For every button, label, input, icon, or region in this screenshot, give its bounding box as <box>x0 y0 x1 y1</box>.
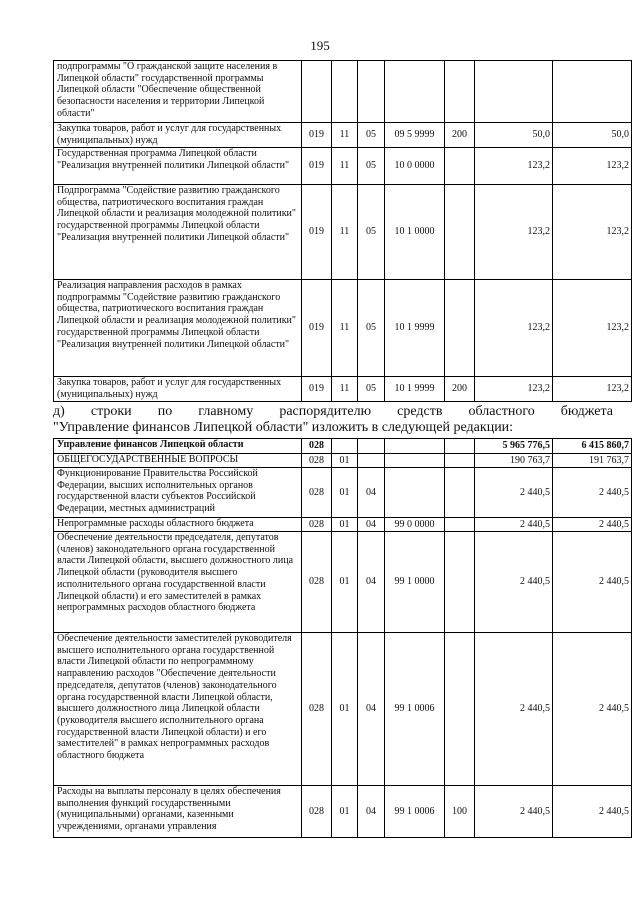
expense-code <box>445 148 475 185</box>
subsection-code: 05 <box>358 148 385 185</box>
section-code: 11 <box>332 280 358 377</box>
sum-year-1 <box>475 61 553 123</box>
admin-code: 028 <box>302 454 332 468</box>
section-code: 11 <box>332 123 358 148</box>
section-code <box>332 61 358 123</box>
target-code: 10 1 9999 <box>385 377 445 402</box>
sum-year-2: 191 763,7 <box>553 454 632 468</box>
budget-table-top <box>53 60 632 402</box>
sum-year-2: 50,0 <box>553 123 632 148</box>
amendment-paragraph <box>53 404 613 436</box>
section-code: 01 <box>332 633 358 786</box>
target-code: 09 5 9999 <box>385 123 445 148</box>
section-code: 11 <box>332 377 358 402</box>
admin-code: 028 <box>302 532 332 633</box>
subsection-code: 05 <box>358 185 385 280</box>
sum-year-2: 123,2 <box>553 280 632 377</box>
subsection-code <box>358 454 385 468</box>
row-name: Непрограммные расходы областного бюджета <box>54 518 302 532</box>
admin-code: 028 <box>302 786 332 838</box>
expense-code <box>445 439 475 454</box>
sum-year-2: 2 440,5 <box>553 532 632 633</box>
table-row <box>54 377 632 402</box>
row-name: Реализация направления расходов в рамках подпрограммы "Содействие развитию гражданского общества, патриотического воспитания граждан Липецкой области и реализация молодежной политики" государственной программы Липецкой области "Реализация внутренней политики Липецкой области" <box>54 280 302 377</box>
admin-code: 019 <box>302 123 332 148</box>
target-code: 10 1 0000 <box>385 185 445 280</box>
subsection-code: 05 <box>358 123 385 148</box>
section-code: 11 <box>332 148 358 185</box>
sum-year-1: 2 440,5 <box>475 532 553 633</box>
table-row <box>54 468 632 518</box>
subsection-code: 05 <box>358 280 385 377</box>
target-code <box>385 61 445 123</box>
admin-code: 028 <box>302 439 332 454</box>
section-code: 01 <box>332 532 358 633</box>
expense-code <box>445 633 475 786</box>
section-code: 01 <box>332 468 358 518</box>
subsection-code <box>358 439 385 454</box>
target-code: 10 0 0000 <box>385 148 445 185</box>
sum-year-2: 123,2 <box>553 148 632 185</box>
budget-table-bottom <box>53 438 632 838</box>
admin-code: 019 <box>302 280 332 377</box>
target-code <box>385 468 445 518</box>
row-name: Обеспечение деятельности заместителей руководителя высшего исполнительного органа государственной власти Липецкой области по непрограммному направлению расходов "Обеспечение деятельности председателя, депутатов (членов) законодательного органа государственной власти Липецкой области, высшего должностного лица Липецкой области (руководителя высшего исполнительного органа государственной власти Липецкой области) и его заместителей" в рамках непрограммных расходов областного бюджета <box>54 633 302 786</box>
sum-year-1: 2 440,5 <box>475 468 553 518</box>
admin-code: 028 <box>302 518 332 532</box>
target-code: 10 1 9999 <box>385 280 445 377</box>
sum-year-2: 123,2 <box>553 377 632 402</box>
expense-code <box>445 61 475 123</box>
sum-year-2: 2 440,5 <box>553 633 632 786</box>
subsection-code: 04 <box>358 532 385 633</box>
sum-year-2: 6 415 860,7 <box>553 439 632 454</box>
section-code <box>332 439 358 454</box>
target-code: 99 1 0006 <box>385 786 445 838</box>
row-name: Управление финансов Липецкой области <box>54 439 302 454</box>
sum-year-1: 123,2 <box>475 280 553 377</box>
row-name: Функционирование Правительства Российской Федерации, высших исполнительных органов государственной власти субъектов Российской Федерации, местных администраций <box>54 468 302 518</box>
target-code <box>385 454 445 468</box>
table-row <box>54 185 632 280</box>
table-row <box>54 280 632 377</box>
row-name: Закупка товаров, работ и услуг для государственных (муниципальных) нужд <box>54 377 302 402</box>
expense-code <box>445 185 475 280</box>
table-row <box>54 439 632 454</box>
row-name: подпрограммы "О гражданской защите населения в Липецкой области" государственной программы Липецкой области "Обеспечение общественной безопасности населения и территории Липецкой области" <box>54 61 302 123</box>
sum-year-1: 50,0 <box>475 123 553 148</box>
section-code: 01 <box>332 518 358 532</box>
row-name: Подпрограмма "Содействие развитию гражданского общества, патриотического воспитания граждан Липецкой области и реализация молодежной политики" государственной программы Липецкой области "Реализация внутренней политики Липецкой области" <box>54 185 302 280</box>
amendment-line-2: "Управление финансов Липецкой области" изложить в следующей редакции: <box>53 420 514 435</box>
subsection-code: 04 <box>358 786 385 838</box>
expense-code: 200 <box>445 377 475 402</box>
admin-code: 019 <box>302 185 332 280</box>
subsection-code: 05 <box>358 377 385 402</box>
sum-year-2 <box>553 61 632 123</box>
table-row <box>54 633 632 786</box>
subsection-code <box>358 61 385 123</box>
row-name: Закупка товаров, работ и услуг для государственных (муниципальных) нужд <box>54 123 302 148</box>
expense-code: 100 <box>445 786 475 838</box>
expense-code <box>445 454 475 468</box>
subsection-code: 04 <box>358 633 385 786</box>
target-code: 99 1 0006 <box>385 633 445 786</box>
table-row <box>54 532 632 633</box>
subsection-code: 04 <box>358 468 385 518</box>
table-row <box>54 518 632 532</box>
table-row <box>54 786 632 838</box>
admin-code: 019 <box>302 377 332 402</box>
sum-year-1: 123,2 <box>475 185 553 280</box>
row-name: ОБЩЕГОСУДАРСТВЕННЫЕ ВОПРОСЫ <box>54 454 302 468</box>
sum-year-1: 5 965 776,5 <box>475 439 553 454</box>
row-name: Государственная программа Липецкой области "Реализация внутренней политики Липецкой области" <box>54 148 302 185</box>
page-number: 195 <box>310 38 330 53</box>
sum-year-2: 123,2 <box>553 185 632 280</box>
expense-code <box>445 468 475 518</box>
table-row <box>54 123 632 148</box>
sum-year-1: 123,2 <box>475 377 553 402</box>
target-code <box>385 439 445 454</box>
sum-year-2: 2 440,5 <box>553 518 632 532</box>
sum-year-1: 2 440,5 <box>475 786 553 838</box>
admin-code <box>302 61 332 123</box>
expense-code: 200 <box>445 123 475 148</box>
table-row <box>54 148 632 185</box>
expense-code <box>445 280 475 377</box>
row-name: Обеспечение деятельности председателя, депутатов (членов) законодательного органа государственной власти Липецкой области, высшего должностного лица Липецкой области (руководителя высшего исполнительного органа государственной власти Липецкой области) и его заместителей в рамках непрограммных расходов областного бюджета <box>54 532 302 633</box>
amendment-line-1: д) строки по главному распорядителю средств областного бюджета <box>53 404 613 419</box>
row-name: Расходы на выплаты персоналу в целях обеспечения выполнения функций государственными (муниципальными) органами, казенными учреждениями, органами управления <box>54 786 302 838</box>
target-code: 99 0 0000 <box>385 518 445 532</box>
sum-year-1: 2 440,5 <box>475 633 553 786</box>
target-code: 99 1 0000 <box>385 532 445 633</box>
sum-year-2: 2 440,5 <box>553 468 632 518</box>
sum-year-1: 190 763,7 <box>475 454 553 468</box>
admin-code: 019 <box>302 148 332 185</box>
subsection-code: 04 <box>358 518 385 532</box>
expense-code <box>445 532 475 633</box>
admin-code: 028 <box>302 633 332 786</box>
section-code: 01 <box>332 786 358 838</box>
section-code: 01 <box>332 454 358 468</box>
table-row <box>54 454 632 468</box>
sum-year-1: 2 440,5 <box>475 518 553 532</box>
admin-code: 028 <box>302 468 332 518</box>
sum-year-2: 2 440,5 <box>553 786 632 838</box>
table-row <box>54 61 632 123</box>
sum-year-1: 123,2 <box>475 148 553 185</box>
expense-code <box>445 518 475 532</box>
section-code: 11 <box>332 185 358 280</box>
